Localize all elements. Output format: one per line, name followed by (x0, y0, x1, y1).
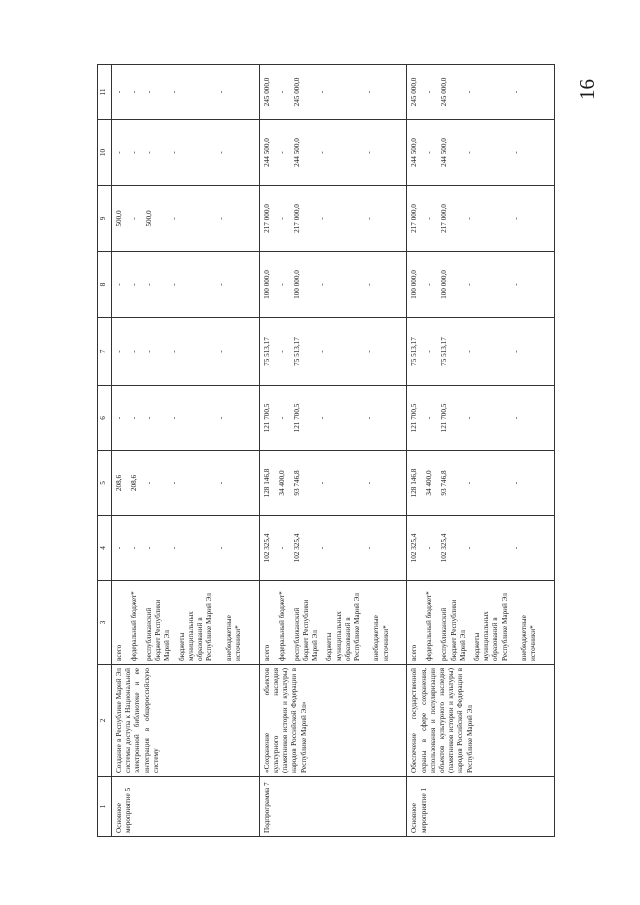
table-row (112, 65, 260, 837)
value-entry: - (317, 350, 326, 353)
value-entry: - (145, 283, 153, 286)
value-entry: 244 500,0 (262, 138, 271, 167)
value-entry: 93 746,8 (292, 470, 301, 496)
value-entry: - (512, 416, 521, 420)
value-entry: 34 400,0 (277, 470, 286, 496)
value-entry: 244 500,0 (292, 138, 301, 167)
header-row (98, 65, 112, 837)
value-entry: - (170, 90, 178, 94)
value-entry: 100 000,0 (292, 270, 301, 299)
value-entry: - (277, 350, 286, 353)
value-entry: 217 000,0 (440, 204, 449, 233)
value-entry: - (425, 350, 434, 353)
value-entry: - (512, 283, 521, 286)
value-entry: 217 000,0 (262, 204, 271, 233)
header-cell: 7 (98, 318, 112, 386)
value-entry: - (145, 350, 153, 353)
funding-sources-cell (259, 581, 407, 665)
value-cell (407, 252, 555, 318)
value-cell (259, 120, 407, 186)
value-cell (407, 516, 555, 581)
value-entry: 121 700,5 (292, 403, 301, 433)
value-cell (407, 318, 555, 386)
value-cell (407, 120, 555, 186)
value-entry: 75 513,17 (410, 337, 419, 366)
value-cell (407, 451, 555, 516)
value-entry: - (465, 283, 474, 286)
value-cell (259, 386, 407, 451)
row-name: Основное мероприятие 1 (407, 777, 555, 837)
value-entry: 34 400,0 (425, 470, 434, 496)
value-cell (112, 252, 260, 318)
value-entry: - (277, 217, 286, 220)
value-cell (259, 186, 407, 252)
funding-source-label: бюджеты муниципальных образований в Республике Марий Эл (177, 593, 214, 661)
value-entry: - (217, 217, 225, 220)
value-entry: 128 146,8 (410, 468, 419, 498)
value-cell (259, 318, 407, 386)
value-entry: 500,0 (145, 210, 153, 227)
value-entry: 121 700,5 (410, 403, 419, 433)
value-entry: 245 000,0 (410, 77, 419, 107)
value-entry: - (130, 90, 138, 94)
value-entry: 102 325,4 (440, 533, 449, 563)
row-description: «Сохранение объектов культурного наследия (памятников истории и культуры) народов Российской Федерации в Республике Марий Эл» (259, 665, 407, 777)
value-entry: 500,0 (115, 210, 123, 227)
value-entry: 217 000,0 (292, 204, 301, 233)
value-entry: - (425, 217, 434, 220)
table-canvas (97, 65, 602, 837)
page-number: 16 (575, 79, 599, 100)
value-entry: 121 700,5 (440, 403, 449, 433)
value-entry: - (145, 90, 153, 94)
funding-source-label: внебюджетные источники* (372, 615, 390, 661)
value-entry: 102 325,4 (262, 533, 271, 563)
value-cell (112, 186, 260, 252)
value-entry: - (217, 481, 225, 485)
value-entry: - (364, 350, 373, 353)
value-entry: - (170, 151, 178, 154)
value-entry: - (277, 90, 286, 94)
value-entry: - (364, 283, 373, 286)
value-entry: - (170, 481, 178, 485)
value-entry: - (277, 151, 286, 154)
value-entry: 102 325,4 (410, 533, 419, 563)
value-entry: 100 000,0 (410, 270, 419, 299)
header-cell: 9 (98, 186, 112, 252)
value-cell (259, 516, 407, 581)
value-entry: 208,6 (115, 474, 123, 492)
value-entry: - (145, 151, 153, 154)
value-entry: 217 000,0 (410, 204, 419, 233)
value-entry: - (115, 350, 123, 353)
value-entry: - (512, 151, 521, 154)
value-entry: - (425, 90, 434, 94)
value-entry: - (115, 416, 123, 420)
value-entry: 244 500,0 (440, 138, 449, 167)
value-entry: - (512, 350, 521, 353)
funding-source-label: всего (410, 644, 419, 661)
value-entry: - (115, 283, 123, 286)
value-entry: - (115, 151, 123, 154)
funding-source-label: республиканский бюджет Республики Марий Эл (440, 599, 467, 661)
value-entry: 75 513,17 (292, 337, 301, 366)
funding-source-label: республиканский бюджет Республики Марий Эл (145, 599, 172, 661)
value-entry: 244 500,0 (410, 138, 419, 167)
header-cell: 4 (98, 516, 112, 581)
value-entry: 245 000,0 (262, 77, 271, 107)
value-entry: - (217, 546, 225, 550)
value-cell (112, 120, 260, 186)
funding-source-label: федеральный бюджет* (130, 591, 138, 661)
rotated-sheet (97, 65, 602, 837)
value-entry: - (130, 416, 138, 420)
value-entry: 93 746,8 (440, 470, 449, 496)
value-entry: - (130, 283, 138, 286)
value-entry: - (277, 416, 286, 420)
funding-source-label: всего (262, 644, 271, 661)
header-cell: 6 (98, 386, 112, 451)
value-entry: - (465, 546, 474, 550)
value-entry: - (425, 546, 434, 550)
value-entry: 121 700,5 (262, 403, 271, 433)
value-entry: - (145, 546, 153, 550)
value-entry: - (465, 217, 474, 220)
value-entry: - (130, 546, 138, 550)
value-entry: - (317, 217, 326, 220)
value-cell (259, 65, 407, 120)
value-entry: - (317, 283, 326, 286)
value-cell (112, 318, 260, 386)
value-cell (407, 186, 555, 252)
value-entry: - (512, 90, 521, 94)
funding-source-label: бюджеты муниципальных образований в Республике Марий Эл (325, 593, 361, 661)
value-entry: 102 325,4 (292, 533, 301, 563)
value-entry: - (465, 350, 474, 353)
value-entry: 208,6 (130, 474, 138, 492)
header-cell: 2 (98, 665, 112, 777)
value-entry: - (217, 151, 225, 154)
funding-source-label: республиканский бюджет Республики Марий Эл (292, 599, 320, 661)
value-entry: 75 513,17 (440, 337, 449, 366)
value-entry: - (277, 546, 286, 550)
value-entry: - (317, 151, 326, 154)
value-entry: - (425, 416, 434, 420)
value-cell (112, 65, 260, 120)
value-cell (407, 65, 555, 120)
value-entry: - (364, 546, 373, 550)
value-entry: - (217, 90, 225, 94)
value-entry: - (465, 481, 474, 485)
value-cell (407, 386, 555, 451)
table-row (407, 65, 555, 837)
value-entry: - (364, 151, 373, 154)
header-cell: 5 (98, 451, 112, 516)
value-entry: - (465, 416, 474, 420)
value-entry: - (217, 416, 225, 420)
funding-source-label: всего (115, 644, 123, 661)
value-entry: - (465, 90, 474, 94)
value-entry: - (115, 90, 123, 94)
value-entry: - (317, 416, 326, 420)
value-entry: - (217, 283, 225, 286)
table-body (112, 65, 555, 837)
value-entry: - (170, 416, 178, 420)
value-entry: - (317, 90, 326, 94)
value-cell (112, 386, 260, 451)
value-entry: 128 146,8 (262, 468, 271, 498)
row-name: Подпрограмма 7 (259, 777, 407, 837)
value-entry: - (115, 546, 123, 550)
value-entry: - (170, 350, 178, 353)
funding-sources-cell (407, 581, 555, 665)
header-cell: 10 (98, 120, 112, 186)
funding-source-label: федеральный бюджет* (277, 591, 286, 661)
value-entry: - (145, 416, 153, 420)
header-cell: 3 (98, 581, 112, 665)
table-row (259, 65, 407, 837)
value-entry: 245 000,0 (440, 77, 449, 107)
value-entry: - (465, 151, 474, 154)
header-cell: 8 (98, 252, 112, 318)
value-entry: - (130, 151, 138, 154)
value-entry: - (364, 90, 373, 94)
row-description: Обеспечение государственной охраны в сфере сохранения, использования и популяризации объектов культурного наследия (памятников истории и культуры) народов Российской Федерации в Республике Марий Эл (407, 665, 555, 777)
value-entry: - (317, 481, 326, 485)
value-entry: 75 513,17 (262, 337, 271, 366)
funding-sources-cell (112, 581, 260, 665)
value-entry: - (364, 217, 373, 220)
value-cell (112, 516, 260, 581)
header-cell: 1 (98, 777, 112, 837)
value-entry: 100 000,0 (440, 270, 449, 299)
value-entry: - (217, 350, 225, 353)
row-name: Основное мероприятие 5 (112, 777, 260, 837)
value-entry: - (425, 151, 434, 154)
value-entry: - (425, 283, 434, 286)
value-entry: - (364, 481, 373, 485)
value-entry: 245 000,0 (292, 77, 301, 107)
value-cell (112, 451, 260, 516)
value-entry: - (512, 481, 521, 485)
value-entry: - (170, 283, 178, 286)
value-cell (259, 451, 407, 516)
funding-source-label: федеральный бюджет* (425, 591, 434, 661)
funding-source-label: внебюджетные источники* (519, 615, 538, 661)
value-entry: - (130, 217, 138, 220)
header-cell: 11 (98, 65, 112, 120)
budget-table (97, 64, 555, 837)
row-description: Создание в Республике Марий Эл системы доступа к Национальной электронной библиотеке и ее интеграция в общероссийскую систему (112, 665, 260, 777)
value-entry: - (364, 416, 373, 420)
value-entry: - (277, 283, 286, 286)
value-entry: - (145, 481, 153, 485)
value-entry: - (512, 217, 521, 220)
funding-source-label: бюджеты муниципальных образований в Республике Марий Эл (472, 593, 509, 661)
value-entry: 100 000,0 (262, 270, 271, 299)
value-entry: - (130, 350, 138, 353)
funding-source-label: внебюджетные источники* (224, 615, 242, 661)
value-entry: - (170, 546, 178, 550)
value-entry: - (317, 546, 326, 550)
value-entry: - (512, 546, 521, 550)
value-cell (259, 252, 407, 318)
value-entry: - (170, 217, 178, 220)
